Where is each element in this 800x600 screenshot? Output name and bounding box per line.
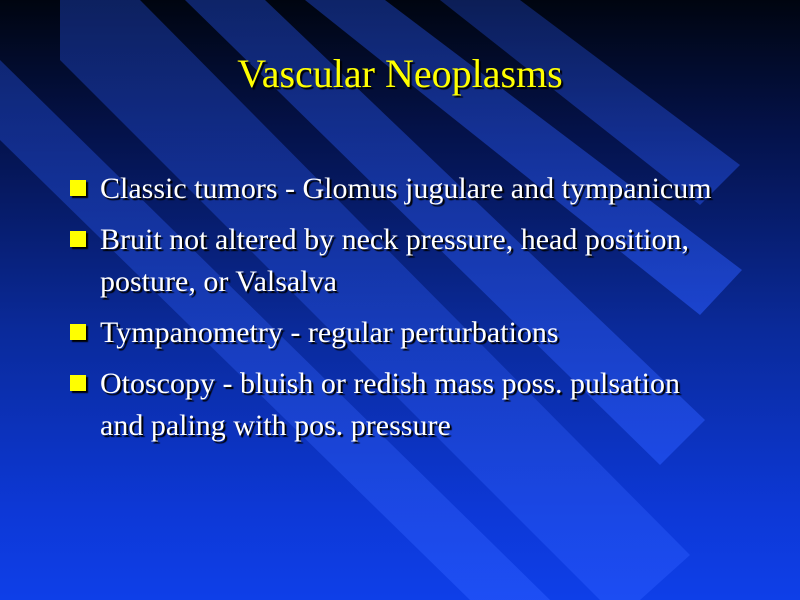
bullet-text: Tympanometry - regular perturbations: [100, 316, 559, 349]
square-bullet-icon: [70, 231, 86, 247]
bullet-text: Otoscopy - bluish or redish mass poss. pulsation and paling with pos. pressure: [100, 367, 680, 442]
bullet-text: Bruit not altered by neck pressure, head position, posture, or Valsalva: [100, 223, 690, 298]
square-bullet-icon: [70, 375, 86, 391]
square-bullet-icon: [70, 180, 86, 196]
bullet-text: Classic tumors - Glomus jugulare and tympanicum: [100, 172, 712, 205]
bullet-list: [70, 168, 730, 456]
square-bullet-icon: [70, 324, 86, 340]
slide-title: Vascular Neoplasms: [237, 51, 563, 96]
bullet-item: [70, 312, 730, 354]
bullet-item: [70, 168, 730, 210]
bullet-item: [70, 219, 730, 303]
bullet-item: [70, 363, 730, 447]
